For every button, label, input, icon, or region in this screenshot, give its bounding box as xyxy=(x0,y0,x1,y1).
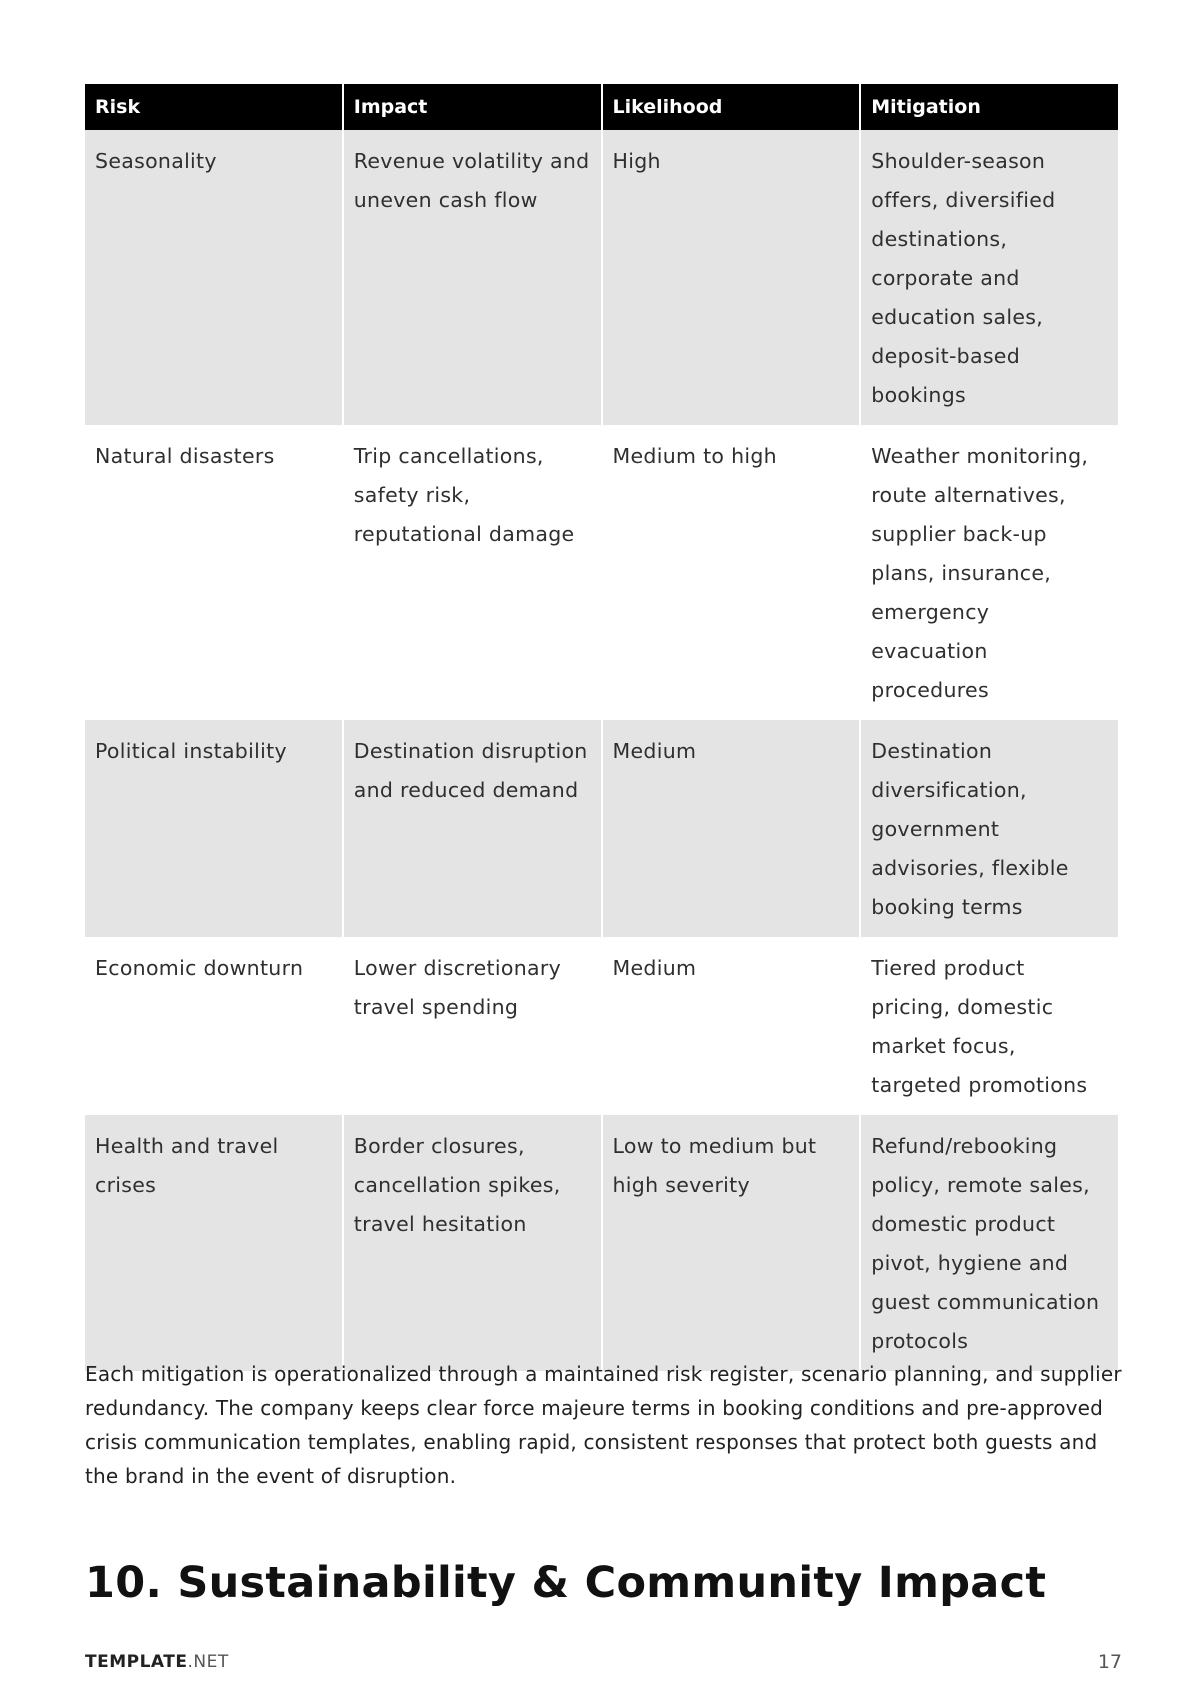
cell-impact: Lower discretionary travel spending xyxy=(344,937,601,1115)
risk-table-container xyxy=(85,84,1122,1371)
cell-mitigation: Destination diversification, government advisories, flexible booking terms xyxy=(861,720,1118,937)
cell-likelihood: High xyxy=(603,130,860,425)
cell-risk: Natural disasters xyxy=(85,425,342,720)
risk-table xyxy=(83,84,1120,1371)
cell-likelihood: Medium xyxy=(603,720,860,937)
cell-impact: Border closures, cancellation spikes, travel hesitation xyxy=(344,1115,601,1371)
cell-mitigation: Shoulder-season offers, diversified destinations, corporate and education sales, deposit-based bookings xyxy=(861,130,1118,425)
logo-main: TEMPLATE xyxy=(85,1652,188,1672)
page-footer xyxy=(85,1651,1122,1673)
cell-risk: Economic downturn xyxy=(85,937,342,1115)
cell-risk: Political instability xyxy=(85,720,342,937)
cell-likelihood: Low to medium but high severity xyxy=(603,1115,860,1371)
page-number: 17 xyxy=(1097,1651,1122,1673)
table-header-row xyxy=(85,84,1118,130)
body-paragraph: Each mitigation is operationalized through a maintained risk register, scenario planning, and supplier redundancy. The company keeps clear force majeure terms in booking conditions and pre-approved crisis communication templates, enabling rapid, consistent responses that protect both guests and the brand in the event of disruption. xyxy=(85,1362,1122,1488)
header-impact: Impact xyxy=(344,84,601,130)
section-heading: 10. Sustainability & Community Impact xyxy=(85,1558,1047,1608)
cell-likelihood: Medium xyxy=(603,937,860,1115)
cell-impact: Trip cancellations, safety risk, reputational damage xyxy=(344,425,601,720)
table-row xyxy=(85,425,1118,720)
cell-impact: Revenue volatility and uneven cash flow xyxy=(344,130,601,425)
cell-impact: Destination disruption and reduced demand xyxy=(344,720,601,937)
table-row xyxy=(85,937,1118,1115)
table-row xyxy=(85,130,1118,425)
cell-risk: Health and travel crises xyxy=(85,1115,342,1371)
cell-risk: Seasonality xyxy=(85,130,342,425)
table-row xyxy=(85,720,1118,937)
table-row xyxy=(85,1115,1118,1371)
header-mitigation: Mitigation xyxy=(861,84,1118,130)
header-likelihood: Likelihood xyxy=(603,84,860,130)
template-logo xyxy=(85,1652,229,1672)
cell-likelihood: Medium to high xyxy=(603,425,860,720)
logo-suffix: .NET xyxy=(187,1652,229,1672)
header-risk: Risk xyxy=(85,84,342,130)
cell-mitigation: Refund/rebooking policy, remote sales, domestic product pivot, hygiene and guest communication protocols xyxy=(861,1115,1118,1371)
cell-mitigation: Tiered product pricing, domestic market focus, targeted promotions xyxy=(861,937,1118,1115)
cell-mitigation: Weather monitoring, route alternatives, supplier back-up plans, insurance, emergency evacuation procedures xyxy=(861,425,1118,720)
